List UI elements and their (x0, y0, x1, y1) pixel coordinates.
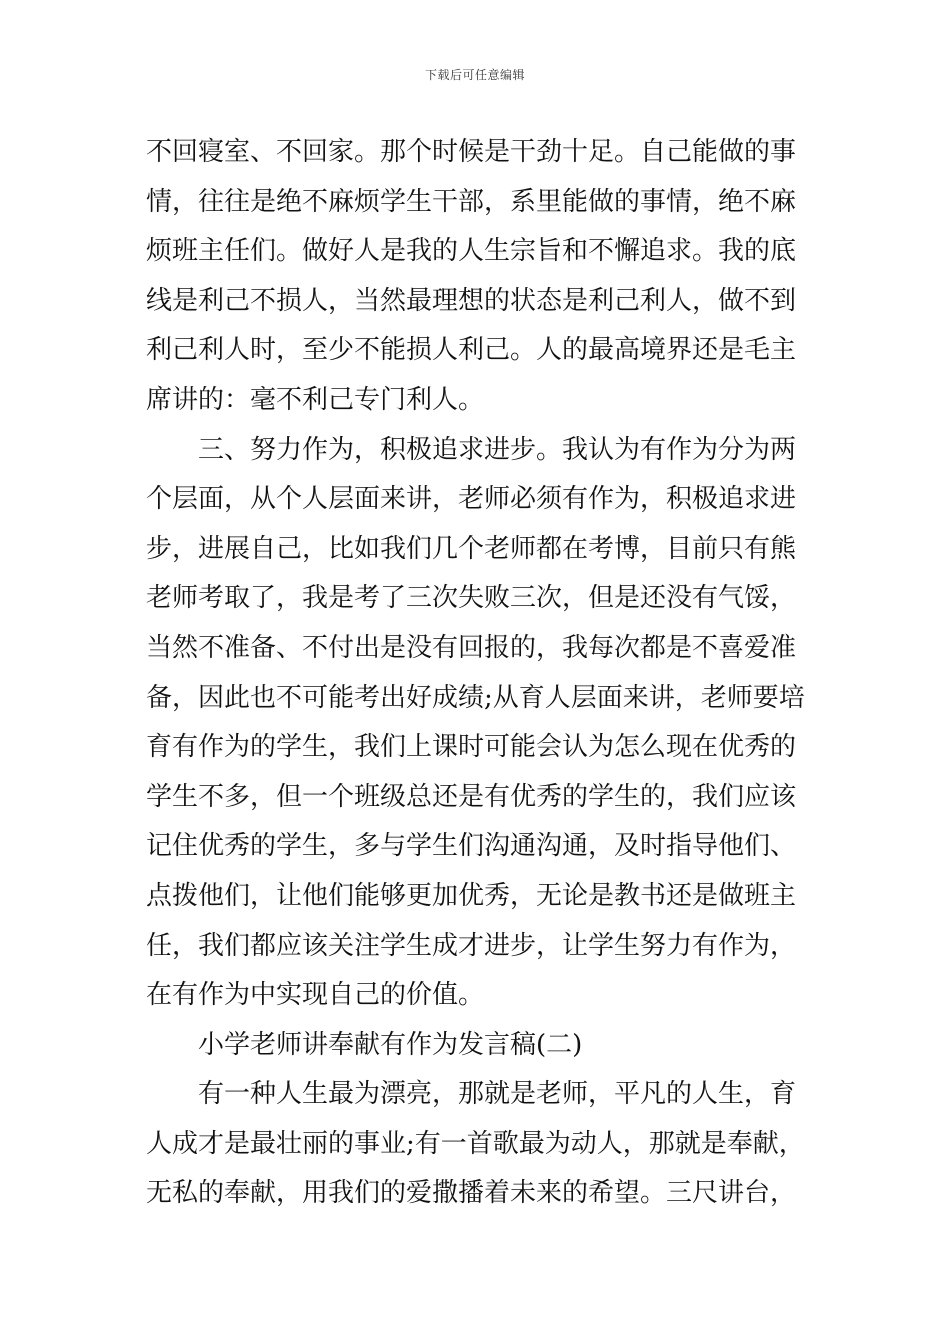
paragraph-start-line: 有一种人生最为漂亮，那就是老师，平凡的人生，育 (198, 1079, 797, 1110)
text-line: 情，往往是绝不麻烦学生干部，系里能做的事情，绝不麻 (146, 186, 797, 217)
text-line: 利己利人时，至少不能损人利己。人的最高境界还是毛主 (146, 335, 797, 366)
text-line: 在有作为中实现自己的价值。 (146, 980, 485, 1011)
page-header: 下载后可任意编辑 (424, 68, 525, 82)
text-line: 线是利己不损人，当然最理想的状态是利己利人，做不到 (146, 285, 797, 316)
text-line: 当然不准备、不付出是没有回报的，我每次都是不喜爱准 (146, 632, 797, 663)
text-line: 无私的奉献，用我们的爱撒播着未来的希望。三尺讲台， (146, 1178, 797, 1209)
text-line: 烦班主任们。做好人是我的人生宗旨和不懈追求。我的底 (146, 236, 797, 267)
text-line: 学生不多，但一个班级总还是有优秀的学生的，我们应该 (146, 781, 797, 812)
paragraph-start-line: 三、努力作为，积极追求进步。我认为有作为分为两 (198, 434, 797, 465)
text-line: 任，我们都应该关注学生成才进步，让学生努力有作为， (146, 930, 797, 961)
text-line: 育有作为的学生，我们上课时可能会认为怎么现在优秀的 (146, 732, 797, 763)
text-line: 个层面，从个人层面来讲，老师必须有作为，积极追求进 (146, 484, 797, 515)
text-line: 老师考取了，我是考了三次失败三次，但是还没有气馁， (146, 583, 797, 614)
text-line: 点拨他们，让他们能够更加优秀，无论是教书还是做班主 (146, 880, 797, 911)
text-line: 席讲的：毫不利己专门利人。 (146, 384, 485, 415)
text-line: 不回寝室、不回家。那个时候是干劲十足。自己能做的事 (146, 137, 797, 167)
section-title: 小学老师讲奉献有作为发言稿(二) (198, 1029, 583, 1060)
text-line: 备，因此也不可能考出好成绩;从育人层面来讲，老师要培 (146, 682, 805, 713)
text-line: 人成才是最壮丽的事业;有一首歌最为动人，那就是奉献， (146, 1128, 805, 1159)
text-line: 记住优秀的学生，多与学生们沟通沟通，及时指导他们、 (146, 831, 797, 862)
document-body (146, 128, 806, 1219)
text-line: 步，进展自己，比如我们几个老师都在考博，目前只有熊 (146, 533, 797, 564)
